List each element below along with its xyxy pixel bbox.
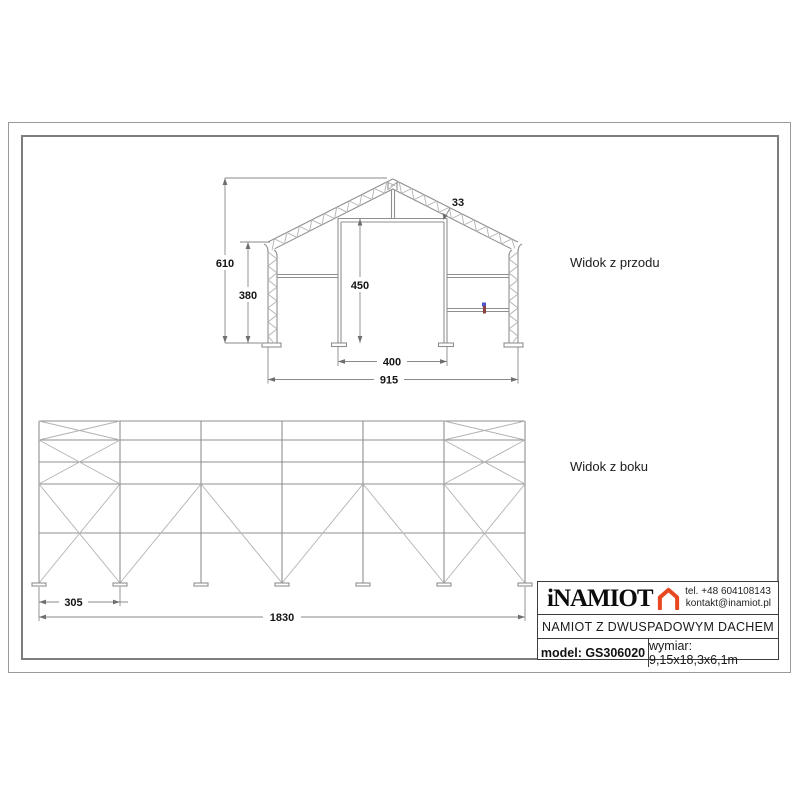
front-structure xyxy=(262,179,523,347)
dim-total-length: 1830 xyxy=(269,612,295,624)
side-view-drawing xyxy=(32,421,532,624)
product-title: NAMIOT Z DWUSPADOWYM DACHEM xyxy=(538,615,778,639)
dim-door-width: 400 xyxy=(382,356,402,369)
dim-eave-height: 380 xyxy=(238,290,258,302)
dim-end-bay-width: 305 xyxy=(64,597,83,609)
dim-total-height: 610 xyxy=(215,258,235,270)
dim-door-height: 450 xyxy=(350,280,370,292)
title-block xyxy=(537,581,779,667)
product-dimensions: wymiar: 9,15x18,3x6,1m xyxy=(649,639,738,667)
phone-number: tel. +48 604108143 xyxy=(685,586,771,597)
contact-info xyxy=(685,586,771,610)
dim-total-width: 915 xyxy=(379,374,399,387)
tent-house-icon xyxy=(656,587,681,610)
front-dimensions xyxy=(210,178,518,387)
front-view-drawing xyxy=(210,178,523,387)
brand-logo-text: iNAMIOT xyxy=(547,584,653,612)
model-number: model: GS306020 xyxy=(538,639,649,667)
side-view-label: Widok z boku xyxy=(570,459,649,474)
side-dimensions xyxy=(39,587,525,624)
side-structure xyxy=(32,421,532,586)
dim-truss-depth: 33 xyxy=(451,197,465,209)
title-block-logo-row xyxy=(538,582,778,615)
front-view-label: Widok z przodu xyxy=(570,255,660,270)
email-address: kontakt@inamiot.pl xyxy=(685,598,771,609)
title-block-bottom-row xyxy=(538,639,778,667)
